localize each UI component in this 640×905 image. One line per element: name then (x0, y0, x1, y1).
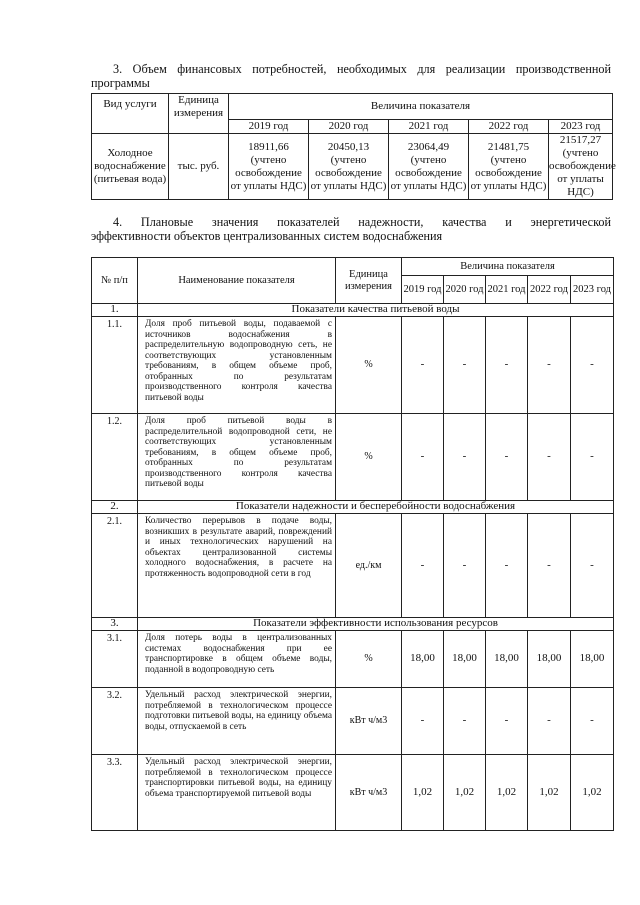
section3-heading-line2: программы (91, 76, 150, 90)
value-cell: 1,02 (486, 755, 528, 831)
table-row (92, 514, 614, 618)
value-cell: 23064,49 (учтено освобождение от уплаты НДС) (389, 134, 469, 200)
row-number: 1.1. (92, 317, 138, 414)
year-header: 2020 год (309, 120, 389, 134)
section-number: 2. (92, 501, 138, 514)
col-value-header: Величина показателя (229, 94, 613, 120)
row-number: 3.3. (92, 755, 138, 831)
year-header: 2023 год (571, 276, 614, 304)
year-header: 2022 год (528, 276, 571, 304)
indicator-name: Доля проб питьевой воды, подаваемой с источников водоснабжения в распределительную водопроводную сеть, не соответствующих установленным требованиям, в общем объеме проб, отобранных по результатам производственного контроля качества питьевой воды (138, 317, 336, 414)
col-unit-header: Единица измерения (336, 258, 402, 304)
value-cell: - (486, 414, 528, 501)
col-service-header: Вид услуги (92, 94, 169, 134)
row-number: 2.1. (92, 514, 138, 618)
unit-cell: % (336, 631, 402, 688)
year-header: 2019 год (229, 120, 309, 134)
col-num-header: № п/п (92, 258, 138, 304)
col-unit-header: Единица измерения (169, 94, 229, 134)
value-cell: - (402, 688, 444, 755)
value-cell: - (528, 317, 571, 414)
section-title: Показатели эффективности использования ресурсов (138, 618, 614, 631)
indicator-name: Количество перерывов в подаче воды, возникших в результате аварий, повреждений и иных технологических нарушений на объектах централизованной системы холодного водоснабжения, в расчете на протяженность водопроводной сети в год (138, 514, 336, 618)
unit-cell: % (336, 317, 402, 414)
table-row (92, 688, 614, 755)
row-number: 1.2. (92, 414, 138, 501)
unit-cell: кВт ч/м3 (336, 688, 402, 755)
year-header: 2019 год (402, 276, 444, 304)
section4-heading (91, 215, 611, 243)
table-row (92, 317, 614, 414)
section4-heading-line2: эффективности объектов централизованных систем водоснабжения (91, 229, 443, 243)
indicator-name: Доля проб питьевой воды в распределительной водопроводной сети, не соответствующих установленным требованиям, в общем объеме проб, отобранных по результатам производственного контроля качества питьевой воды (138, 414, 336, 501)
value-cell: - (402, 414, 444, 501)
col-value-header: Величина показателя (402, 258, 614, 276)
table-row (92, 755, 614, 831)
row-number: 3.2. (92, 688, 138, 755)
section-number: 1. (92, 304, 138, 317)
unit-cell: тыс. руб. (169, 134, 229, 200)
value-cell: - (486, 317, 528, 414)
section-number: 3. (92, 618, 138, 631)
year-header: 2021 год (486, 276, 528, 304)
value-cell: - (444, 317, 486, 414)
year-header: 2023 год (549, 120, 613, 134)
value-cell: - (528, 414, 571, 501)
value-cell: - (528, 514, 571, 618)
value-cell: - (402, 514, 444, 618)
value-cell: 18,00 (528, 631, 571, 688)
value-cell: - (571, 514, 614, 618)
indicator-name: Доля потерь воды в централизованных системах водоснабжения при ее транспортировке в общем объеме воды, поданной в водопроводную сеть (138, 631, 336, 688)
value-cell: 21481,75 (учтено освобождение от уплаты НДС) (469, 134, 549, 200)
section4-heading-line1: 4. Плановые значения показателей надежности, качества и энергетической (113, 215, 611, 229)
value-cell: - (444, 688, 486, 755)
row-number: 3.1. (92, 631, 138, 688)
table-row (92, 414, 614, 501)
value-cell: - (402, 317, 444, 414)
value-cell: 1,02 (402, 755, 444, 831)
year-header: 2021 год (389, 120, 469, 134)
col-name-header: Наименование показателя (138, 258, 336, 304)
value-cell: 18911,66 (учтено освобождение от уплаты НДС) (229, 134, 309, 200)
value-cell: - (444, 414, 486, 501)
indicators-table (91, 257, 614, 831)
value-cell: 20450,13 (учтено освобождение от уплаты НДС) (309, 134, 389, 200)
value-cell: 1,02 (571, 755, 614, 831)
value-cell: - (444, 514, 486, 618)
value-cell: 18,00 (444, 631, 486, 688)
unit-cell: ед./км (336, 514, 402, 618)
value-cell: - (486, 688, 528, 755)
financial-needs-table (91, 93, 616, 200)
value-cell: 18,00 (571, 631, 614, 688)
year-header: 2020 год (444, 276, 486, 304)
section3-heading-line1: 3. Объем финансовых потребностей, необходимых для реализации производственной (113, 62, 611, 76)
indicator-name: Удельный расход электрической энергии, потребляемой в технологическом процессе подготовки питьевой воды, на единицу объема воды, отпускаемой в сеть (138, 688, 336, 755)
unit-cell: кВт ч/м3 (336, 755, 402, 831)
value-cell: - (528, 688, 571, 755)
section-title: Показатели надежности и бесперебойности водоснабжения (138, 501, 614, 514)
unit-cell: % (336, 414, 402, 501)
value-cell: - (571, 688, 614, 755)
service-cell: Холодное водоснабжение (питьевая вода) (92, 134, 169, 200)
indicator-name: Удельный расход электрической энергии, потребляемой в технологическом процессе транспортировки питьевой воды, на единицу объема транспортируемой питьевой воды (138, 755, 336, 831)
section-title: Показатели качества питьевой воды (138, 304, 614, 317)
value-cell: 18,00 (402, 631, 444, 688)
value-cell: 21517,27 (учтено освобождение от уплаты НДС) (549, 134, 616, 198)
value-cell: - (486, 514, 528, 618)
value-cell: - (571, 317, 614, 414)
table-row (92, 631, 614, 688)
value-cell: 1,02 (528, 755, 571, 831)
value-cell: 1,02 (444, 755, 486, 831)
section3-heading (91, 62, 611, 90)
value-cell: - (571, 414, 614, 501)
year-header: 2022 год (469, 120, 549, 134)
value-cell: 18,00 (486, 631, 528, 688)
